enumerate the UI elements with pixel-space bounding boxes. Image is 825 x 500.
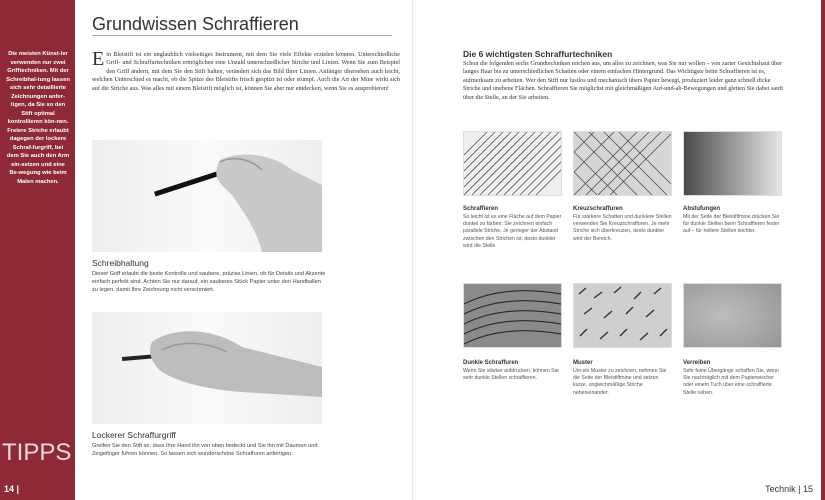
caption-title: Abstufungen <box>683 206 720 212</box>
swatch-dunkle-schraffuren <box>463 283 562 348</box>
caption-title: Kreuzschraffuren <box>573 206 623 212</box>
caption-title: Verreiben <box>683 360 711 366</box>
swatch-verreiben <box>683 283 782 348</box>
grip2-title: Lockerer Schraffurgriff <box>92 430 176 440</box>
caption-dunkle-schraffuren <box>463 360 563 382</box>
tips-sidebar <box>0 0 75 500</box>
hand-pencil-illustration <box>92 312 322 424</box>
caption-text: Sehr feine Übergänge schaffen Sie, wenn Sie nachträglich mit dem Papierwischer oder einem Tuch über eine schraffierte Stelle reiben. <box>683 368 779 396</box>
caption-title: Dunkle Schraffuren <box>463 360 519 366</box>
caption-verreiben <box>683 360 783 397</box>
caption-title: Schraffieren <box>463 206 499 212</box>
photo-loose-grip <box>92 312 322 424</box>
tipps-label: TIPPS <box>2 439 72 466</box>
caption-muster <box>573 360 673 397</box>
swatch-abstufungen <box>683 131 782 196</box>
right-edge-bar <box>821 0 825 500</box>
tip-text: Die meisten Künst-ler verwenden nur zwei Grifftechniken. Mit der Schreibhal-tung lassen sich sehr detaillierte Zeichnungen anfer-tigen, da Sie so den Stift optimal kontrollieren kön-nen. Freiere Striche erlaubt dagegen der lockere Schraf-furgriff, bei dem Sie auch den Arm ein-setzen und eine Be-wegung wie beim Malen machen. <box>6 51 70 185</box>
swatch-kreuzschraffuren <box>573 131 672 196</box>
swatch-schraffieren <box>463 131 562 196</box>
grip1-text: Dieser Griff erlaubt die beste Kontrolle und saubere, präzise Linien, ob für Details und Akzente einfach perfekt sind. Achten Sie nur darauf, ein sauberes Stück Papier unter den Handballen zu legen, damit Ihre Zeichnung nicht verschmiert. <box>92 271 326 293</box>
photo-writing-grip <box>92 140 322 252</box>
grip1-title: Schreibhaltung <box>92 258 149 268</box>
caption-text: Um ein Muster zu zeichnen, nehmen Sie die Seite der Bleistiftmine und setzen kurze, ungleichmäßige Striche nebeneinander. <box>573 368 667 396</box>
intro-paragraph <box>92 48 400 93</box>
drop-cap: E <box>92 48 105 70</box>
caption-abstufungen <box>683 206 783 236</box>
page-footer-right: Technik | 15 <box>765 484 813 494</box>
techniques-heading: Die 6 wichtigsten Schraffurtechniken <box>463 49 613 59</box>
caption-text: Mit der Seite der Bleistiftmine drücken Sie für dunkle Stellen beim Schraffieren fester auf – für hellere Stellen leichter. <box>683 214 780 235</box>
page-number-left: 14 | <box>4 484 20 494</box>
caption-schraffieren <box>463 206 563 250</box>
caption-text: Für stärkere Schatten und dunklere Stellen verwenden Sie Kreuzschraffuren. Je mehr Striche sich überkreuzen, desto dunkler wird der Bereich. <box>573 214 672 242</box>
caption-text: Wenn Sie stärker aufdrücken, können Sie sehr dunkle Stellen schraffieren. <box>463 368 559 382</box>
swatch-muster <box>573 283 672 348</box>
page-gutter <box>412 0 413 500</box>
intro-text: in Bleistift ist ein unglaublich vielseitiges Instrument, mit dem Sie viele Effekte erzielen können. Unterschiedliche Griff- und Schraffurtechniken ermöglichen eine Unzahl unterschiedlicher Striche und Linien. Wenn Sie zum Beispiel den Griff ändern, mit dem Sie den Stift halten, verändert sich das Bild Ihrer Linien. Anfänger übersehen auch leicht, welchen Unterschied es macht, ob die Spitze des Bleistifts frisch gespitzt ist oder stumpf. Auch die Art der Mine wirkt sich auf die Striche aus. Was alles mit einem Bleistift möglich ist, können Sie aber nur entdecken, wenn Sie es ausprobieren! <box>92 51 400 92</box>
hand-pencil-illustration <box>92 140 322 252</box>
techniques-intro: Schon die folgenden sechs Grundtechniken reichen aus, um alles zu zeichnen, was Sie nur wollen – von zarter Gesichtshaut über langes Haar bis zu unterschiedlichen Schatten oder einem einfachen Hintergrund. Das Wichtigste beim Schraffieren ist es, aufmerksam zu arbeiten. Wer den Stift nur lustlos und mechanisch übers Papier bewegt, produziert leider ganz schnell dicke Striche und unebene Flächen. Schraffieren Sie möglichst mit gleichmäßigen Auf-und-ab-Bewegungen und gleiten Sie dabei sanft über die Stelle, an der Sie arbeiten. <box>463 60 783 101</box>
caption-title: Muster <box>573 360 593 366</box>
grip2-text: Greifen Sie den Stift so, dass Ihre Hand ihn von oben bedeckt und Sie ihn mit Daumen und Zeigefinger führen können. So lassen sich wunderschöne Schraffuren anfertigen. <box>92 443 318 457</box>
title-rule <box>92 35 392 36</box>
page-title: Grundwissen Schraffieren <box>92 14 299 34</box>
caption-kreuzschraffuren <box>573 206 673 243</box>
caption-text: So leicht ist es eine Fläche auf dem Papier dunkel zu färben: Sie zeichnen einfach parallele Striche. Je geringer der Abstand zwischen den Strichen ist, desto dunkler wird die Stelle. <box>463 214 562 249</box>
